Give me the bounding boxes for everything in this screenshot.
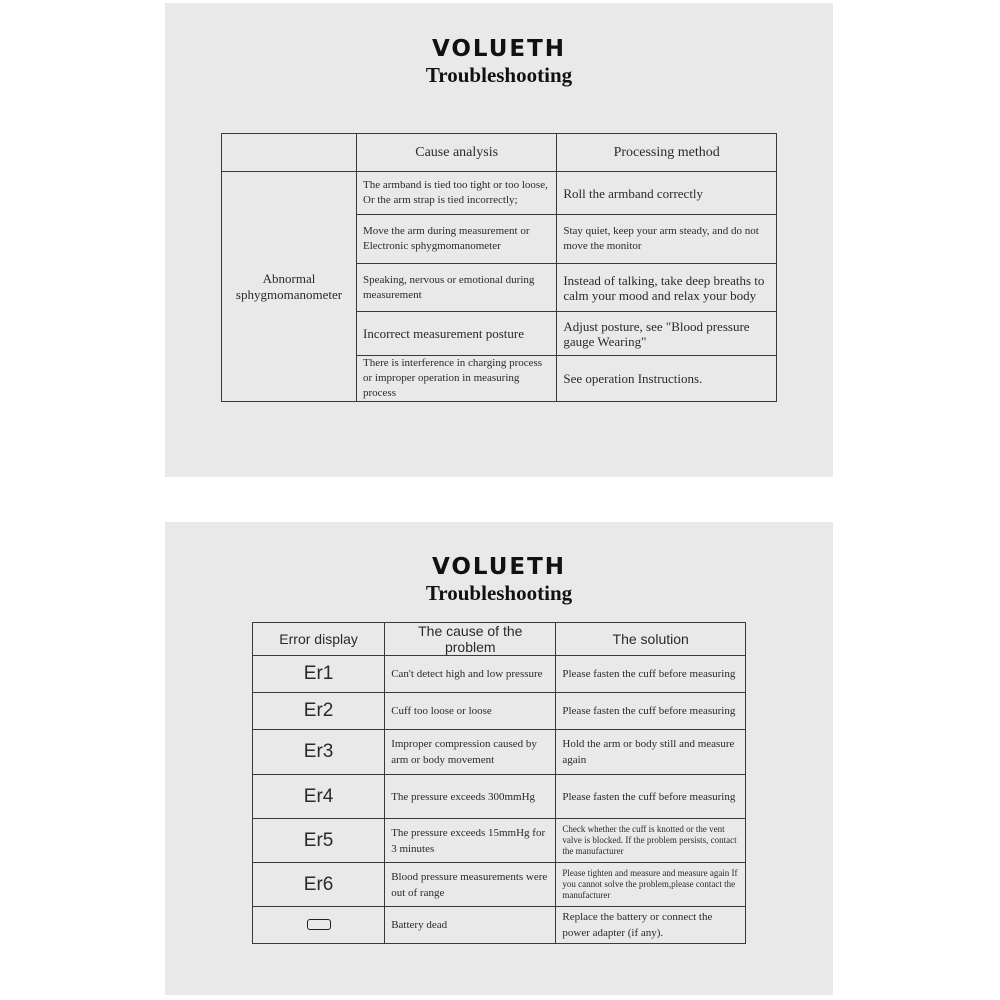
cause-cell: There is interference in charging process or improper operation in measuring process xyxy=(357,356,557,402)
brand-logo: VOLUETH xyxy=(431,554,567,580)
method-cell: Adjust posture, see "Blood pressure gauge Wearing" xyxy=(557,312,777,356)
table-row xyxy=(253,863,746,907)
table-row xyxy=(253,819,746,863)
cause-cell: Incorrect measurement posture xyxy=(357,312,557,356)
table-row xyxy=(222,172,777,215)
cause-analysis-table xyxy=(221,133,777,402)
solution-cell: Please fasten the cuff before measuring xyxy=(556,693,746,730)
error-code-table xyxy=(252,622,746,944)
header-empty xyxy=(222,134,357,172)
cause-cell: The pressure exceeds 300mmHg xyxy=(385,775,556,819)
table-row xyxy=(253,730,746,775)
solution-cell: Please fasten the cuff before measuring xyxy=(556,656,746,693)
header-cause-analysis: Cause analysis xyxy=(357,134,557,172)
method-cell: See operation Instructions. xyxy=(557,356,777,402)
cause-cell: The pressure exceeds 15mmHg for 3 minutes xyxy=(385,819,556,863)
solution-cell: Check whether the cuff is knotted or the vent valve is blocked. If the problem persists, contact the manufacturer xyxy=(556,819,746,863)
cause-cell: The armband is tied too tight or too loose, Or the arm strap is tied incorrectly; xyxy=(357,172,557,215)
cause-cell: Can't detect high and low pressure xyxy=(385,656,556,693)
header-processing-method: Processing method xyxy=(557,134,777,172)
error-code: Er6 xyxy=(253,863,385,907)
solution-cell: Please tighten and measure and measure again If you cannot solve the problem,please contact the manufacturer xyxy=(556,863,746,907)
solution-cell: Replace the battery or connect the power adapter (if any). xyxy=(556,907,746,944)
error-code: Er4 xyxy=(253,775,385,819)
page-title: Troubleshooting xyxy=(425,63,573,87)
error-code: Er3 xyxy=(253,730,385,775)
battery-empty-icon xyxy=(307,919,331,930)
header-solution: The solution xyxy=(556,623,746,656)
method-cell: Stay quiet, keep your arm steady, and do not move the monitor xyxy=(557,215,777,264)
error-code: Er2 xyxy=(253,693,385,730)
header-cause: The cause of the problem xyxy=(385,623,556,656)
cause-cell: Battery dead xyxy=(385,907,556,944)
table-row xyxy=(253,775,746,819)
category-cell: Abnormal sphygmomanometer xyxy=(222,172,357,402)
cause-cell: Speaking, nervous or emotional during measurement xyxy=(357,264,557,312)
page-title: Troubleshooting xyxy=(425,581,573,605)
table-row xyxy=(253,907,746,944)
error-code: Er1 xyxy=(253,656,385,693)
error-code-battery xyxy=(253,907,385,944)
table-row xyxy=(253,693,746,730)
cause-cell: Blood pressure measurements were out of range xyxy=(385,863,556,907)
error-code: Er5 xyxy=(253,819,385,863)
method-cell: Roll the armband correctly xyxy=(557,172,777,215)
solution-cell: Please fasten the cuff before measuring xyxy=(556,775,746,819)
header-error-display: Error display xyxy=(253,623,385,656)
troubleshooting-panel-2 xyxy=(165,522,833,995)
brand-logo: VOLUETH xyxy=(431,36,567,62)
troubleshooting-panel-1 xyxy=(165,3,833,477)
solution-cell: Hold the arm or body still and measure again xyxy=(556,730,746,775)
table-header-row xyxy=(222,134,777,172)
cause-cell: Improper compression caused by arm or body movement xyxy=(385,730,556,775)
table-header-row xyxy=(253,623,746,656)
cause-cell: Cuff too loose or loose xyxy=(385,693,556,730)
table-row xyxy=(253,656,746,693)
cause-cell: Move the arm during measurement or Electronic sphygmomanometer xyxy=(357,215,557,264)
method-cell: Instead of talking, take deep breaths to calm your mood and relax your body xyxy=(557,264,777,312)
